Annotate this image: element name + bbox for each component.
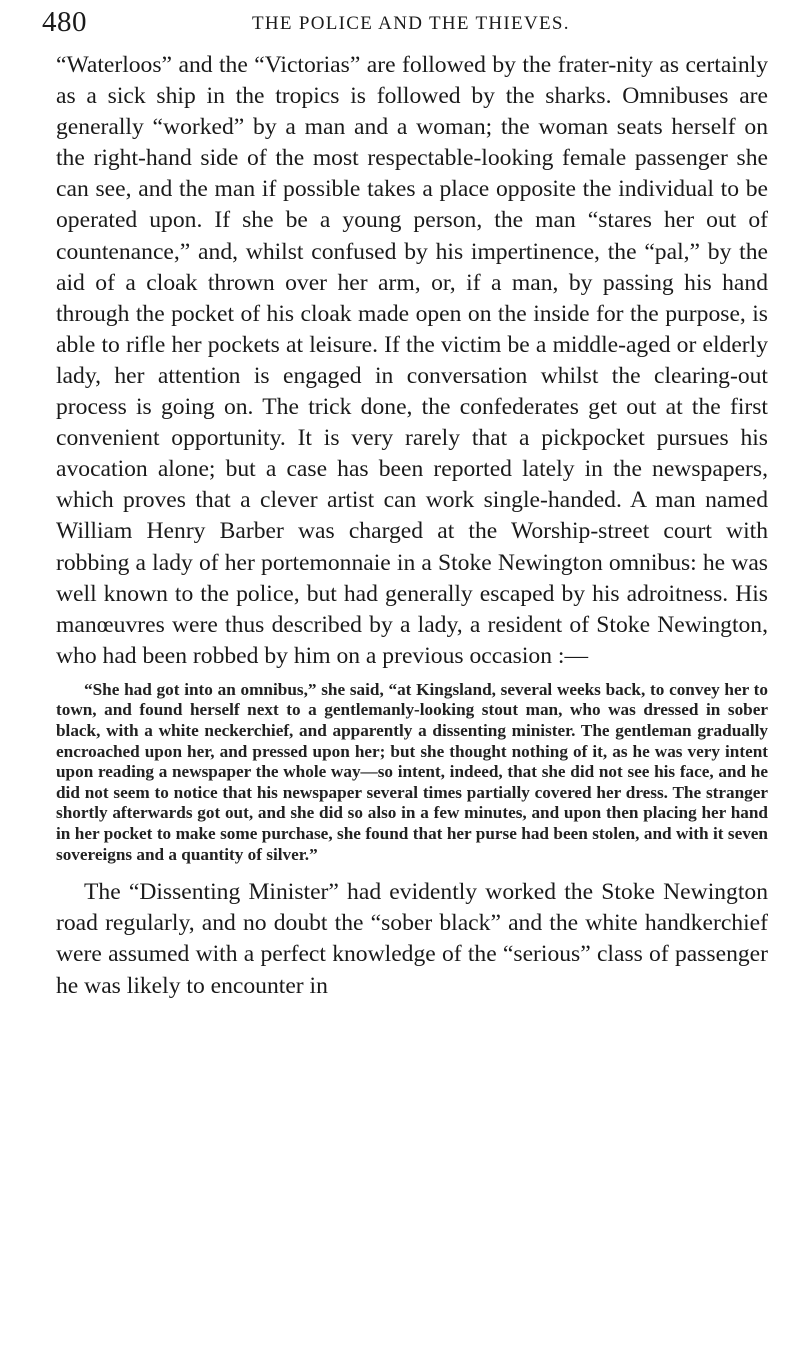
main-paragraph: “Waterloos” and the “Victorias” are followed by the frater-nity as certainly as a sick ship in the tropics is followed by the sharks. Omnibuses are generally “worked” by a man and a woman; the woman seats herself on the right-hand side of the most respectable-looking female passenger she can see, and the man if possible takes a place opposite the individual to be operated upon. If she be a young person, the man “stares her out of countenance,” and, whilst confused by his impertinence, the “pal,” by the aid of a cloak thrown over her arm, or, if a man, by passing his hand through the pocket of his cloak made open on the inside for the purpose, is able to rifle her pockets at leisure. If the victim be a middle-aged or elderly lady, her attention is engaged in conversation whilst the clearing-out process is going on. The trick done, the confederates get out at the first convenient opportunity. It is very rarely that a pickpocket pursues his avocation alone; but a case has been reported lately in the newspapers, which proves that a clever artist can work single-handed. A man named William Henry Barber was charged at the Worship-street court with robbing a lady of her portemonnaie in a Stoke Newington omnibus: he was well known to the police, but had generally escaped by his adroitness. His manœuvres were thus described by a lady, a resident of Stoke Newington, who had been robbed by him on a previous occasion :— (56, 52, 768, 669)
quoted-testimony: “She had got into an omnibus,” she said, “at Kingsland, several weeks back, to convey her to town, and found herself next to a gentlemanly-looking stout man, who was dressed in sober black, with a white neckerchief, and apparently a dissenting minister. The gentleman gradually encroached upon her, and pressed upon her; but she thought nothing of it, as he was very intent upon reading a newspaper the whole way—so intent, indeed, that she did not see his face, and he did not seem to notice that his newspaper several times partially covered her dress. The stranger shortly afterwards got out, and she did so also in a few minutes, and upon then placing her hand in her pocket to make some purchase, she found that her purse had been stolen, and with it seven sovereigns and a quantity of silver.” (56, 679, 768, 864)
running-title: THE POLICE AND THE THIEVES. (252, 13, 570, 34)
running-head (42, 4, 768, 40)
page-number: 480 (42, 6, 87, 38)
closing-paragraph: The “Dissenting Minister” had evidently worked the Stoke Newington road regularly, and no doubt the “sober black” and the white handkerchief were assumed with a perfect knowledge of the “serious” class of passenger he was likely to encounter in (56, 879, 768, 999)
body-text (56, 50, 768, 1002)
